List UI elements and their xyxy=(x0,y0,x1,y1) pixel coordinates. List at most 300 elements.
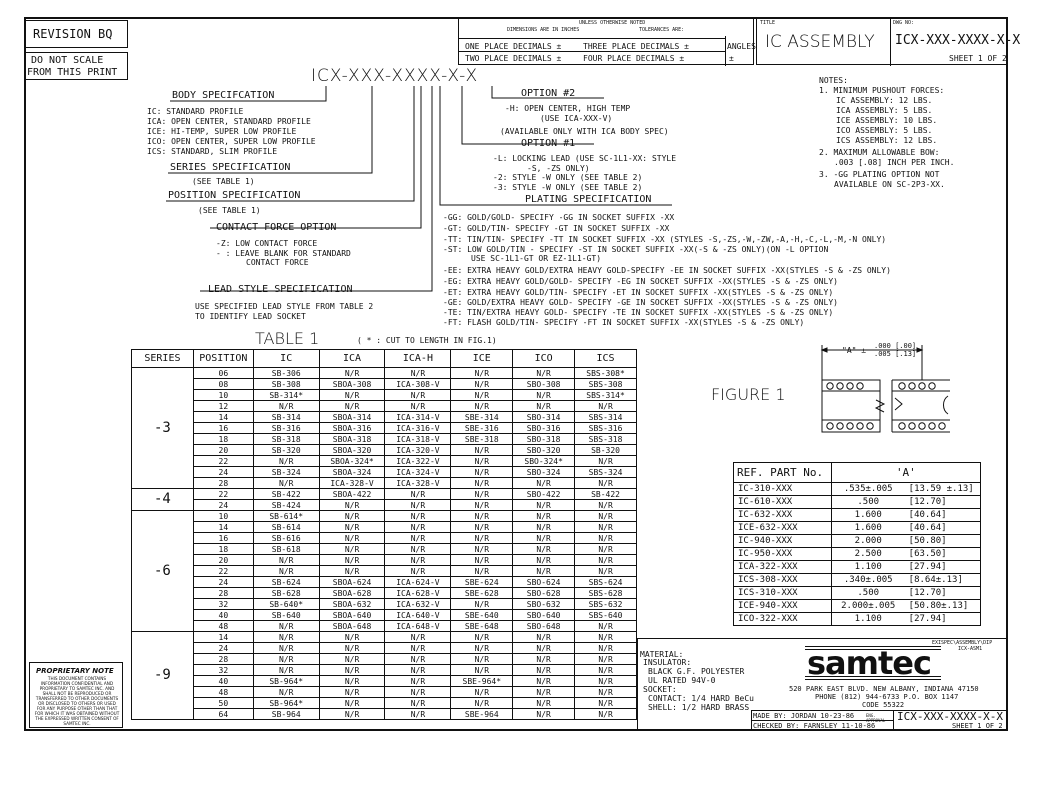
table1-cell: SBS-628 xyxy=(575,588,637,599)
table1-cell: 32 xyxy=(193,665,253,676)
table1-cell: N/R xyxy=(319,555,385,566)
option1-item-1: -L: LOCKING LEAD (USE SC-1L1-XX: STYLE xyxy=(493,154,677,163)
table1-row xyxy=(132,544,637,555)
plating-item-1: -GG: GOLD/GOLD- SPECIFY -GG IN SOCKET SUFFIX -XX xyxy=(443,213,675,222)
table1-cell: 40 xyxy=(193,676,253,687)
table1-row xyxy=(132,489,637,500)
contact-force-title: CONTACT FORCE OPTION xyxy=(216,222,337,233)
proprietary-note xyxy=(29,662,123,728)
table1-cell: N/R xyxy=(575,621,637,632)
part-number: ICX-XXX-XXXX-X-X xyxy=(311,66,479,86)
material-2: INSULATOR: xyxy=(643,658,692,667)
body-spec-item-1: IC: STANDARD PROFILE xyxy=(147,107,244,116)
ref-part-number: ICO-322-XXX xyxy=(734,613,832,626)
table1-cell: N/R xyxy=(513,555,575,566)
table1-cell: 12 xyxy=(193,401,253,412)
dwg-no-label: DWG NO: xyxy=(893,20,915,26)
table1-header-ice: ICE xyxy=(451,350,513,368)
table1-header-ica-h: ICA-H xyxy=(385,350,451,368)
table1-cell: SB-964* xyxy=(253,676,319,687)
ref-a-mm: [12.70] xyxy=(905,587,981,600)
table1-cell: N/R xyxy=(513,511,575,522)
table1-cell: N/R xyxy=(513,500,575,511)
table1-cell: SB-316 xyxy=(253,423,319,434)
table1-row xyxy=(132,511,637,522)
note-1d: ICO ASSEMBLY: 5 LBS. xyxy=(836,126,933,135)
contact-force-item-2: - : LEAVE BLANK FOR STANDARD xyxy=(216,249,351,258)
ref-a-inch: 2.000±.005 xyxy=(831,600,904,613)
table1-cell: N/R xyxy=(575,709,637,720)
dwg-number: ICX-XXX-XXXX-X-X xyxy=(895,33,1021,48)
table1-cell: N/R xyxy=(385,555,451,566)
plating-item-9: -GE: GOLD/EXTRA HEAVY GOLD- SPECIFY -GE IN SOCKET SUFFIX -XX(STYLES -S & -ZS ONLY) xyxy=(443,298,838,307)
table1-cell: N/R xyxy=(575,533,637,544)
table1-cell: N/R xyxy=(513,368,575,379)
table1-cell: N/R xyxy=(513,698,575,709)
table1-cell: SBE-648 xyxy=(451,621,513,632)
table1-cell: 32 xyxy=(193,599,253,610)
table1-cell: SBS-632 xyxy=(575,599,637,610)
table1-cell: N/R xyxy=(513,566,575,577)
plating-item-7: -EG: EXTRA HEAVY GOLD/GOLD- SPECIFY -EG IN SOCKET SUFFIX -XX(STYLES -S & -ZS ONLY) xyxy=(443,277,838,286)
table1-cell: SB-306 xyxy=(253,368,319,379)
table1-series-cell: -4 xyxy=(132,489,194,511)
table1-cell: SBS-316 xyxy=(575,423,637,434)
material-4: UL RATED 94V-0 xyxy=(648,676,716,685)
table1-cell: 14 xyxy=(193,522,253,533)
table1-row xyxy=(132,665,637,676)
table1-cell: N/R xyxy=(385,368,451,379)
series-spec-title: SERIES SPECIFICATION xyxy=(170,162,291,173)
note-1a: IC ASSEMBLY: 12 LBS. xyxy=(836,96,933,105)
table1-row xyxy=(132,390,637,401)
ref-a-inch: 1.600 xyxy=(831,522,904,535)
table1-cell: 24 xyxy=(193,500,253,511)
table1-note: ( * : CUT TO LENGTH IN FIG.1) xyxy=(357,336,497,345)
table1-cell: N/R xyxy=(451,522,513,533)
four-place-decimals: FOUR PLACE DECIMALS ± xyxy=(583,54,685,63)
table1-cell: N/R xyxy=(513,522,575,533)
position-spec-title: POSITION SPECIFICATION xyxy=(168,190,301,201)
ref-a-inch: 2.000 xyxy=(831,535,904,548)
ref-row xyxy=(734,561,981,574)
table1-cell: SBE-624 xyxy=(451,577,513,588)
table1-row xyxy=(132,588,637,599)
table1-cell: N/R xyxy=(575,654,637,665)
note-1: 1. MINIMUM PUSHOUT FORCES: xyxy=(819,86,945,95)
table1-cell: N/R xyxy=(385,500,451,511)
table1-cell: N/R xyxy=(451,544,513,555)
table1-series-cell: -9 xyxy=(132,632,194,720)
company-code: CODE 55322 xyxy=(862,701,905,709)
table1-cell: N/R xyxy=(385,665,451,676)
ref-header-a: 'A' xyxy=(831,463,980,483)
table1-cell: SB-314 xyxy=(253,412,319,423)
table1-row xyxy=(132,456,637,467)
table1-cell: N/R xyxy=(385,511,451,522)
ref-a-inch: .340±.005 xyxy=(831,574,904,587)
table1-cell: ICA-314-V xyxy=(385,412,451,423)
table1-cell: N/R xyxy=(575,566,637,577)
signoff-sheet: SHEET 1 OF 2 xyxy=(952,722,1003,730)
table1-cell: N/R xyxy=(385,698,451,709)
table1-row xyxy=(132,610,637,621)
table1-cell: SBE-640 xyxy=(451,610,513,621)
table1-row xyxy=(132,709,637,720)
table1-row xyxy=(132,643,637,654)
table1-cell: N/R xyxy=(513,533,575,544)
option1-item-2: -S, -ZS ONLY) xyxy=(527,164,590,173)
table1-cell: SB-964 xyxy=(253,709,319,720)
table1-cell: 18 xyxy=(193,434,253,445)
table1-header-series: SERIES xyxy=(132,350,194,368)
plating-item-8: -ET: EXTRA HEAVY GOLD/TIN- SPECIFY -ET IN SOCKET SUFFIX -XX(STYLES -S & -ZS ONLY) xyxy=(443,288,834,297)
note-2a: .003 [.08] INCH PER INCH. xyxy=(834,158,955,167)
table1-cell: SBO-324 xyxy=(513,467,575,478)
made-by: MADE BY: JORDAN 10-23-86 xyxy=(753,712,855,720)
ref-a-inch: .500 xyxy=(831,496,904,509)
note-1e: ICS ASSEMBLY: 12 LBS. xyxy=(836,136,938,145)
table1-cell: ICA-328-V xyxy=(385,478,451,489)
body-spec-item-3: ICE: HI-TEMP, SUPER LOW PROFILE xyxy=(147,127,297,136)
option2-title: OPTION #2 xyxy=(521,88,576,99)
table1-row xyxy=(132,368,637,379)
figure1-dim-tol-top: .000 [.00] xyxy=(874,342,917,350)
table1-cell: N/R xyxy=(451,698,513,709)
table1-cell: N/R xyxy=(451,511,513,522)
ref-a-inch: .500 xyxy=(831,587,904,600)
ref-a-mm: [40.64] xyxy=(905,509,981,522)
table1-cell: SB-964* xyxy=(253,698,319,709)
table1-cell: N/R xyxy=(319,676,385,687)
table1-row xyxy=(132,599,637,610)
table1-cell: N/R xyxy=(575,676,637,687)
ref-row xyxy=(734,535,981,548)
table1-cell: SB-616 xyxy=(253,533,319,544)
table1-row xyxy=(132,434,637,445)
table1-cell: SB-628 xyxy=(253,588,319,599)
table1-cell: SB-614 xyxy=(253,522,319,533)
tolerance-header-1: UNLESS OTHERWISE NOTED xyxy=(579,20,646,26)
table1-cell: SBS-314* xyxy=(575,390,637,401)
table1-cell: 10 xyxy=(193,390,253,401)
lead-style-item-1: USE SPECIFIED LEAD STYLE FROM TABLE 2 xyxy=(195,302,374,311)
material-3: BLACK G.F. POLYESTER xyxy=(648,667,745,676)
checked-by: CHECKED BY: FARNSLEY 11-10-86 xyxy=(753,722,876,730)
table1-series-cell: -6 xyxy=(132,511,194,632)
tolerance-header-3: TOLERANCES ARE: xyxy=(639,27,685,33)
table1-cell: N/R xyxy=(385,566,451,577)
table1-cell: N/R xyxy=(451,489,513,500)
table1-cell: N/R xyxy=(451,654,513,665)
table1-cell: 16 xyxy=(193,423,253,434)
table1-row xyxy=(132,654,637,665)
table1-cell: N/R xyxy=(319,643,385,654)
body-spec-item-2: ICA: OPEN CENTER, STANDARD PROFILE xyxy=(147,117,311,126)
table1-cell: SBE-316 xyxy=(451,423,513,434)
note-3: 3. -GG PLATING OPTION NOT xyxy=(819,170,940,179)
material-7: SHELL: 1/2 HARD BRASS xyxy=(648,703,750,712)
table1-cell: 22 xyxy=(193,456,253,467)
ref-part-number: ICE-632-XXX xyxy=(734,522,832,535)
table1-cell: N/R xyxy=(319,500,385,511)
ref-a-mm: [50.80±.13] xyxy=(905,600,981,613)
table1-cell: N/R xyxy=(385,643,451,654)
table1-cell: N/R xyxy=(513,687,575,698)
material-5: SOCKET: xyxy=(643,685,677,694)
table1-cell: SB-618 xyxy=(253,544,319,555)
table1-cell: N/R xyxy=(513,643,575,654)
note-1b: ICA ASSEMBLY: 5 LBS. xyxy=(836,106,933,115)
table1-cell: N/R xyxy=(451,687,513,698)
ref-part-number: ICS-308-XXX xyxy=(734,574,832,587)
one-place-decimals: ONE PLACE DECIMALS ± xyxy=(465,42,562,51)
two-place-decimals: TWO PLACE DECIMALS ± xyxy=(465,54,562,63)
table1-row xyxy=(132,500,637,511)
title-label: TITLE xyxy=(760,20,776,26)
option1-title: OPTION #1 xyxy=(521,138,576,149)
table1-cell: N/R xyxy=(451,500,513,511)
ref-a-inch: 1.100 xyxy=(831,561,904,574)
angles-value: ± xyxy=(729,54,734,63)
table1-cell: N/R xyxy=(319,687,385,698)
option2-item-1: -H: OPEN CENTER, HIGH TEMP xyxy=(505,104,631,113)
table1-cell: N/R xyxy=(319,709,385,720)
plating-item-5: USE SC-1L1-GT OR EZ-1L1-GT) xyxy=(471,254,602,263)
company-file: ICX-ASM1 xyxy=(958,646,983,652)
table1-cell: 24 xyxy=(193,643,253,654)
table1-title: TABLE 1 xyxy=(255,329,320,348)
ref-a-inch: 2.500 xyxy=(831,548,904,561)
table1-cell: N/R xyxy=(253,665,319,676)
ref-row xyxy=(734,587,981,600)
position-spec-note: (SEE TABLE 1) xyxy=(198,206,261,215)
company-path: EXISPEC\ASSEMBLY\DIP xyxy=(932,640,993,646)
table1-cell: ICA-640-V xyxy=(385,610,451,621)
option1-item-4: -3: STYLE -W ONLY (SEE TABLE 2) xyxy=(493,183,643,192)
table1-cell: SBO-318 xyxy=(513,434,575,445)
table1-cell: SBO-640 xyxy=(513,610,575,621)
table1-cell: N/R xyxy=(451,566,513,577)
material-6: CONTACT: 1/4 HARD BeCu xyxy=(648,694,754,703)
plating-item-6: -EE: EXTRA HEAVY GOLD/EXTRA HEAVY GOLD-SPECIFY -EE IN SOCKET SUFFIX -XX(STYLES -S & -ZS ONLY) xyxy=(443,266,891,275)
table1-cell: N/R xyxy=(253,687,319,698)
table1-cell: N/R xyxy=(319,401,385,412)
table1-cell: SBOA-648 xyxy=(319,621,385,632)
option2-item-3: (AVAILABLE ONLY WITH ICA BODY SPEC) xyxy=(500,127,669,136)
proprietary-body: THIS DOCUMENT CONTAINS INFORMATION CONFIDENTIAL AND PROPRIETARY TO SAMTEC INC. AND SHALL NOT BE REPRODUCED OR TRANSFERRED TO OTHER DOCUMENTS OR DISCLOSED TO OTHERS OR USED FOR ANY PURPOSE OTHER THAN THAT FOR WHICH IT WAS OBTAINED WITHOUT THE EXPRESSED WRITTEN CONSENT OF SAMTEC INC. xyxy=(34,676,120,726)
table1-cell: SB-318 xyxy=(253,434,319,445)
body-spec-title: BODY SPECIFCATION xyxy=(172,90,275,101)
ref-a-mm: [27.94] xyxy=(905,613,981,626)
company-address-1: 520 PARK EAST BLVD. NEW ALBANY, INDIANA 47150 xyxy=(789,685,979,693)
table1-cell: N/R xyxy=(253,456,319,467)
plating-item-10: -TE: TIN/EXTRA HEAVY GOLD- SPECIFY -TE IN SOCKET SUFFIX -XX(STYLES -S & -ZS ONLY) xyxy=(443,308,834,317)
table1-cell: N/R xyxy=(385,390,451,401)
table1-cell: ICA-628-V xyxy=(385,588,451,599)
table1-cell: 22 xyxy=(193,489,253,500)
plating-item-4: -ST: LOW GOLD/TIN - SPECIFY -ST IN SOCKET SUFFIX -XX(-S & -ZS ONLY)(ON -L OPTION xyxy=(443,245,829,254)
table1-cell: N/R xyxy=(575,401,637,412)
table1-cell: ICA-308-V xyxy=(385,379,451,390)
table1-cell: 08 xyxy=(193,379,253,390)
table1-row xyxy=(132,379,637,390)
plating-spec-title: PLATING SPECIFICATION xyxy=(525,194,652,205)
table1-cell: N/R xyxy=(513,654,575,665)
table1-cell: N/R xyxy=(513,401,575,412)
table1-row xyxy=(132,423,637,434)
table1-cell: SBE-628 xyxy=(451,588,513,599)
three-place-decimals: THREE PLACE DECIMALS ± xyxy=(583,42,689,51)
table1-cell: 20 xyxy=(193,445,253,456)
table1-cell: N/R xyxy=(451,368,513,379)
table1-cell: N/R xyxy=(319,665,385,676)
table1-cell: N/R xyxy=(319,533,385,544)
ref-row xyxy=(734,600,981,613)
table1-cell: ICA-632-V xyxy=(385,599,451,610)
table1-cell: SB-320 xyxy=(253,445,319,456)
note-3a: AVAILABLE ON SC-2P3-XX. xyxy=(834,180,945,189)
table1-cell: N/R xyxy=(253,621,319,632)
table1-cell: SBO-628 xyxy=(513,588,575,599)
table1-cell: N/R xyxy=(253,654,319,665)
table1-cell: N/R xyxy=(575,687,637,698)
table1-cell: SBO-308 xyxy=(513,379,575,390)
table1-cell: N/R xyxy=(575,456,637,467)
plating-item-2: -GT: GOLD/TIN- SPECIFY -GT IN SOCKET SUFFIX -XX xyxy=(443,224,670,233)
table1-cell: N/R xyxy=(319,544,385,555)
table1-header-ic: IC xyxy=(253,350,319,368)
table1-cell: SB-640 xyxy=(253,610,319,621)
body-spec-item-4: ICO: OPEN CENTER, SUPER LOW PROFILE xyxy=(147,137,316,146)
logo-rule-bottom xyxy=(805,676,941,680)
proprietary-title: PROPRIETARY NOTE xyxy=(36,667,114,675)
table1-cell: SBS-624 xyxy=(575,577,637,588)
table1-cell: N/R xyxy=(385,632,451,643)
company-address-2: PHONE (812) 944-6733 P.O. BOX 1147 xyxy=(815,693,959,701)
body-spec-item-5: ICS: STANDARD, SLIM PROFILE xyxy=(147,147,278,156)
table1-row xyxy=(132,401,637,412)
table1-cell: N/R xyxy=(451,599,513,610)
plating-item-3: -TT: TIN/TIN- SPECIFY -TT IN SOCKET SUFFIX -XX (STYLES -S,-ZS,-W,-ZW,-A,-H,-C,-L,-M,-N ONLY) xyxy=(443,235,887,244)
ref-a-mm: [63.50] xyxy=(905,548,981,561)
table1-cell: SB-308 xyxy=(253,379,319,390)
table1-cell: 10 xyxy=(193,511,253,522)
table1-cell: N/R xyxy=(385,544,451,555)
table1-cell: SBS-318 xyxy=(575,434,637,445)
tolerance-header-2: DIMENSIONS ARE IN INCHES xyxy=(507,27,580,33)
samtec-logo xyxy=(805,646,941,680)
table1-cell: N/R xyxy=(575,698,637,709)
table1-cell: N/R xyxy=(253,478,319,489)
table1-cell: N/R xyxy=(319,632,385,643)
table1-cell: N/R xyxy=(451,555,513,566)
table1-cell: N/R xyxy=(253,555,319,566)
ref-row xyxy=(734,548,981,561)
table1-cell: 48 xyxy=(193,621,253,632)
table1-header-position: POSITION xyxy=(193,350,253,368)
table1-cell: N/R xyxy=(451,478,513,489)
table1-cell: N/R xyxy=(385,709,451,720)
ref-part-number: IC-940-XXX xyxy=(734,535,832,548)
table1-cell: 28 xyxy=(193,588,253,599)
do-not-scale-line1: DO NOT SCALE xyxy=(31,55,104,66)
table1-cell: ICA-316-V xyxy=(385,423,451,434)
ref-row xyxy=(734,509,981,522)
table1-cell: SBOA-632 xyxy=(319,599,385,610)
table1-cell: SB-422 xyxy=(253,489,319,500)
table1-cell: SB-624 xyxy=(253,577,319,588)
sheet-number: SHEET 1 OF 2 xyxy=(949,54,1007,63)
table1-cell: SBOA-624 xyxy=(319,577,385,588)
ref-header-part: REF. PART No. xyxy=(734,463,832,483)
table1-cell: N/R xyxy=(451,379,513,390)
table1-cell: 18 xyxy=(193,544,253,555)
table1-cell: N/R xyxy=(253,632,319,643)
table1-row xyxy=(132,687,637,698)
table1-cell: N/R xyxy=(575,522,637,533)
angles-label: ANGLES xyxy=(727,42,756,51)
table1-cell: SB-320 xyxy=(575,445,637,456)
table1-header-ico: ICO xyxy=(513,350,575,368)
table1-cell: SBO-632 xyxy=(513,599,575,610)
table1-cell: N/R xyxy=(575,544,637,555)
table1-cell: N/R xyxy=(451,643,513,654)
table1-cell: 48 xyxy=(193,687,253,698)
table1-cell: SBE-964* xyxy=(451,676,513,687)
table1-cell: N/R xyxy=(513,632,575,643)
drawing-title: IC ASSEMBLY xyxy=(765,32,875,52)
table1-cell: 22 xyxy=(193,566,253,577)
table1-cell: 28 xyxy=(193,478,253,489)
contact-force-item-3: CONTACT FORCE xyxy=(246,258,309,267)
table1-row xyxy=(132,412,637,423)
table1-cell: SBS-324 xyxy=(575,467,637,478)
table1-cell: 14 xyxy=(193,632,253,643)
table1-cell: N/R xyxy=(575,511,637,522)
table1-cell: SBO-314 xyxy=(513,412,575,423)
table1-cell: ICA-320-V xyxy=(385,445,451,456)
table1-cell: N/R xyxy=(385,401,451,412)
table1-cell: N/R xyxy=(451,456,513,467)
table1-cell: SBE-318 xyxy=(451,434,513,445)
ref-row xyxy=(734,613,981,626)
ref-part-number: IC-610-XXX xyxy=(734,496,832,509)
table1-cell: N/R xyxy=(385,687,451,698)
table-1 xyxy=(131,349,637,720)
do-not-scale-line2: FROM THIS PRINT xyxy=(27,67,118,78)
material-1: MATERIAL: xyxy=(640,650,684,659)
note-1c: ICE ASSEMBLY: 10 LBS. xyxy=(836,116,938,125)
table1-cell: N/R xyxy=(385,654,451,665)
table1-cell: N/R xyxy=(513,676,575,687)
table1-cell: N/R xyxy=(513,709,575,720)
table1-cell: N/R xyxy=(575,643,637,654)
table1-cell: SBOA-314 xyxy=(319,412,385,423)
table1-cell: SBO-320 xyxy=(513,445,575,456)
table1-cell: ICA-624-V xyxy=(385,577,451,588)
table1-cell: SBOA-324 xyxy=(319,467,385,478)
note-2: 2. MAXIMUM ALLOWABLE BOW: xyxy=(819,148,940,157)
table1-cell: 06 xyxy=(193,368,253,379)
series-spec-note: (SEE TABLE 1) xyxy=(192,177,255,186)
table1-row xyxy=(132,632,637,643)
table1-cell: SBOA-316 xyxy=(319,423,385,434)
table1-row xyxy=(132,555,637,566)
ref-part-number: ICE-940-XXX xyxy=(734,600,832,613)
ref-part-number: IC-950-XXX xyxy=(734,548,832,561)
table1-cell: 24 xyxy=(193,577,253,588)
